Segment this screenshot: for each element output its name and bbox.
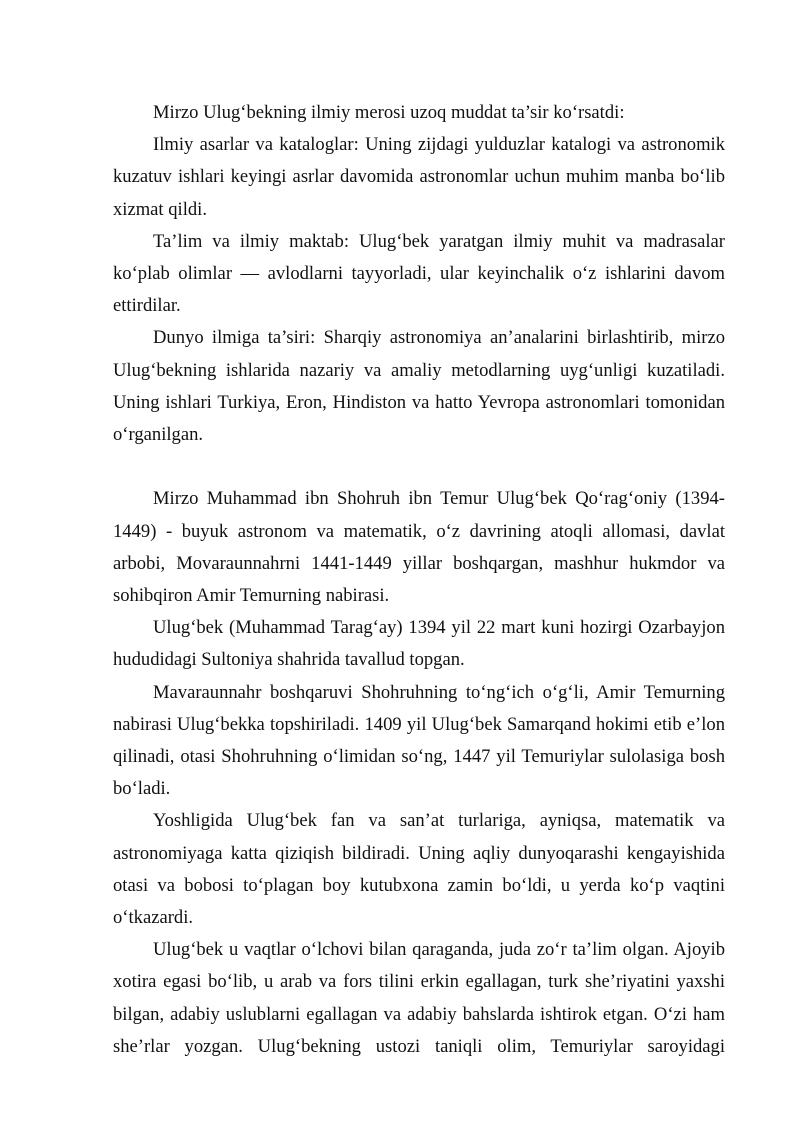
- legacy-section: [113, 97, 725, 451]
- scientific-works-paragraph: Ilmiy asarlar va kataloglar: Uning zijdagi yulduzlar katalogi va astronomik kuzatuv ishlari keyingi asrlar davomida astronomlar uchun muhim manba bo‘lib xizmat qildi.: [113, 134, 725, 220]
- youth-interests-paragraph: Yoshligida Ulug‘bek fan va san’at turlariga, ayniqsa, matematik va astronomiyaga katta qiziqish bildiradi. Uning aqliy dunyoqarashi kengayishida otasi va bobosi to‘plagan boy kutubxona zamin bo‘ldi, u yerda ko‘p vaqtini o‘tkazardi.: [113, 810, 725, 929]
- legacy-intro-paragraph: Mirzo Ulug‘bekning ilmiy merosi uzoq muddat ta’sir ko‘rsatdi:: [153, 102, 625, 123]
- education-paragraph: Ulug‘bek u vaqtlar o‘lchovi bilan qaraganda, juda zo‘r ta’lim olgan. Ajoyib xotira egasi bo‘lib, u arab va fors tilini erkin egallagan, turk she’riyatini yaxshi bilgan, adabiy uslublarni egallagan va adabiy bahslarda ishtirok etgan. O‘zi ham she’rlar yozgan. Ulug‘bekning ustozi taniqli olim, Temuriylar saroyidagi: [113, 939, 725, 1057]
- education-school-paragraph: Ta’lim va ilmiy maktab: Ulug‘bek yaratgan ilmiy muhit va madrasalar ko‘plab olimlar — avlodlarni tayyorladi, ular keyinchalik o‘z ishlarini davom ettirdilar.: [113, 230, 725, 317]
- biography-section: [113, 483, 725, 1063]
- governance-paragraph: Mavaraunnahr boshqaruvi Shohruhning to‘ng‘ich o‘g‘li, Amir Temurning nabirasi Ulug‘bekka topshiriladi. 1409 yil Ulug‘bek Samarqand hokimi etib e’lon qilinadi, otasi Shohruhning o‘limidan so‘ng, 1447 yil Temuriylar sulolasiga bosh bo‘ladi.: [113, 681, 725, 800]
- birth-paragraph: Ulug‘bek (Muhammad Tarag‘ay) 1394 yil 22 mart kuni hozirgi Ozarbayjon hududidagi Sultoniya shahrida tavallud topgan.: [113, 617, 725, 671]
- world-influence-paragraph: Dunyo ilmiga ta’siri: Sharqiy astronomiya an’analarini birlashtirib, mirzo Ulug‘bekning ishlarida nazariy va amaliy metodlarning uyg‘unligi kuzatiladi. Uning ishlari Turkiya, Eron, Hindiston va hatto Yevropa astronomlari tomonidan o‘rganilgan.: [113, 327, 725, 446]
- paragraph-gap: [113, 451, 725, 483]
- biography-intro-paragraph: Mirzo Muhammad ibn Shohruh ibn Temur Ulug‘bek Qo‘rag‘oniy (1394-1449) - buyuk astronom va matematik, o‘z davrining atoqli allomasi, davlat arbobi, Movaraunnahrni 1441-1449 yillar boshqargan, mashhur hukmdor va sohibqiron Amir Temurning nabirasi.: [113, 488, 725, 607]
- document-page: [113, 97, 725, 1063]
